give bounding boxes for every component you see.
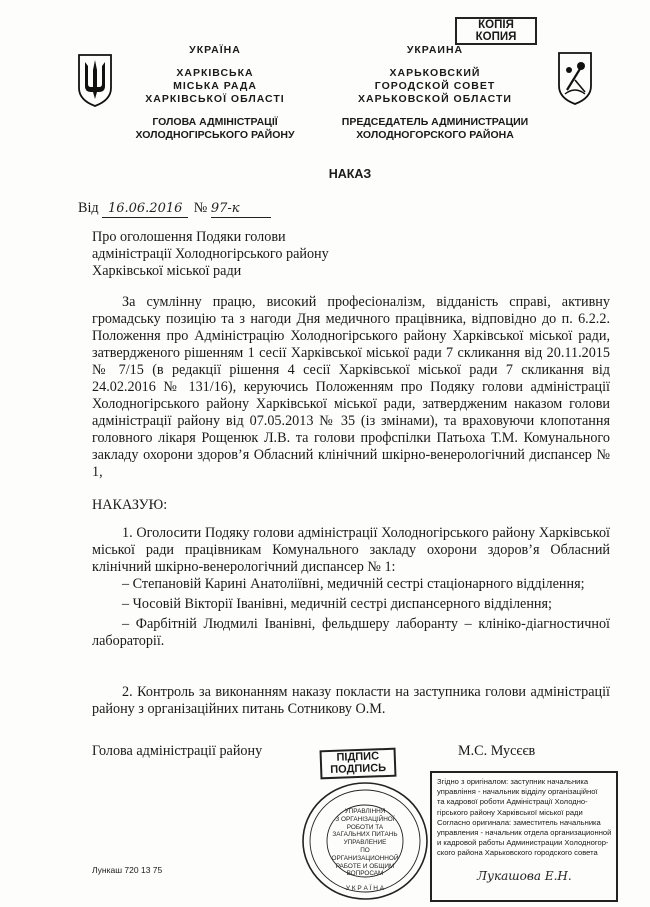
seal-line: УПРАВЛЕНИЕ: [343, 839, 387, 847]
header-ua: [120, 44, 310, 142]
seal-line: РОБОТИ ТА: [346, 823, 384, 831]
subject-line2: адміністрації Холодногірського району: [92, 246, 329, 262]
date-prefix: Від: [78, 200, 99, 216]
trident-emblem-icon: [75, 52, 115, 108]
header-ua-title-line1: ГОЛОВА АДМІНІСТРАЦІЇ: [152, 116, 278, 128]
seal-line: РАБОТЕ И ОБЩИМ: [335, 862, 395, 870]
header-ua-council-line2: МІСЬКА РАДА: [173, 80, 257, 92]
header-ua-country: УКРАЇНА: [189, 44, 241, 56]
seal-line: УПРАВЛІННЯ: [344, 808, 386, 815]
certification-line: Согласно оригинала: заместитель начальника: [437, 817, 601, 827]
signature-stamp-ua: ПІДПИС: [336, 750, 380, 764]
list-item: – Чосовій Вікторії Іванівні, медичній сестрі диспансерного відділення;: [122, 596, 552, 612]
certification-line: и кадровой работы Администрации Холодногор-: [437, 838, 609, 848]
seal-line: ВОПРОСАМ: [346, 870, 384, 878]
signatory-name: М.С. Мусєєв: [458, 743, 536, 759]
seal-line: З ОРГАНІЗАЦІЙНОЇ: [335, 815, 395, 823]
seal-center-text: [330, 808, 400, 878]
certification-line: та кадрової роботи Адміністрації Холодно-: [437, 797, 588, 807]
header-ua-title-line2: ХОЛОДНОГІРСЬКОГО РАЙОНУ: [135, 129, 295, 141]
seal-bottom-text: У К Р А Ї Н А: [345, 885, 385, 892]
number-prefix: №: [193, 200, 208, 216]
seal-line: ПО ОРГАНИЗАЦИОННОЙ: [331, 846, 399, 862]
document-type: НАКАЗ: [328, 167, 372, 181]
header-ua-council-line3: ХАРКІВСЬКОЇ ОБЛАСТІ: [145, 93, 285, 105]
header-ru-country: УКРАИНА: [406, 44, 464, 56]
list-item: – Фарбітній Людмилі Іванівні, фельдшеру лаборанту – клініко-діагностичної лабораторії.: [92, 616, 610, 649]
header-ru-council-line1: ХАРЬКОВСКИЙ: [389, 67, 481, 79]
certification-line: Згідно з оригіналом: заступник начальника: [437, 777, 589, 786]
subject-line1: Про оголошення Подяки голови: [92, 229, 286, 245]
kharkiv-emblem-icon: [555, 50, 595, 106]
header-ru-title-line2: ХОЛОДНОГОРСКОГО РАЙОНА: [356, 129, 514, 141]
signatory-position: Голова адміністрації району: [92, 743, 263, 759]
certification-line: управління - начальник відділу організаційної: [437, 787, 598, 797]
copy-stamp: [455, 17, 537, 45]
order-date: 16.06.2016: [102, 200, 188, 218]
order-date-line: [78, 200, 271, 218]
order-word: НАКАЗУЮ:: [92, 497, 168, 513]
header-ru-council-line3: ХАРЬКОВСКОЙ ОБЛАСТИ: [358, 93, 512, 105]
official-seal: [300, 780, 430, 902]
header-ru: [335, 44, 535, 142]
header-ru-title-line1: ПРЕДСЕДАТЕЛЬ АДМИНИСТРАЦИИ: [341, 116, 529, 128]
header-ua-council-line1: ХАРКІВСЬКА: [176, 67, 254, 79]
order-number: 97-к: [211, 200, 271, 218]
order-item-1: 1. Оголосити Подяку голови адміністрації Холодногірського району Харківської міської ради працівникам Комунального закладу охорони здоров’я Обласний клінічний шкірно-венерологічний диспансер № 1:: [92, 525, 610, 575]
copy-stamp-ru: КОПИЯ: [475, 31, 517, 43]
certification-line: управления - начальник отдела организационной: [437, 828, 612, 838]
order-subject: [92, 229, 329, 280]
copy-stamp-ua: КОПІЯ: [478, 19, 514, 31]
preamble-paragraph: За сумлінну працю, високий професіоналізм, відданість справі, активну громадську позицію та з нагоди Дня медичного працівника, відповідно до п. 6.2.2. Положення про Адміністрацію Холодногірського району Харківської міської ради, затвердженого рішенням 1 сесії Харківської міської ради 7 скликання від 20.11.2015 № 7/15 (в редакції рішення 4 сесії Харківської міської ради 7 скликання від 24.02.2016 № 131/16), керуючись Положенням про Подяку голови адміністрації Холодногірського району Харківської міської ради, затвердженим наказом голови адміністрації району від 07.05.2013 № 35 (із змінами), та враховуючи клопотання головного лікаря Рощенюк Л.В. та голови профспілки Патьоха Т.М. Комунального закладу охорони здоров’я Обласний клінічний шкірно-венерологічний диспансер № 1,: [92, 294, 610, 480]
footer-contact: Лункаш 720 13 75: [92, 865, 163, 875]
signature-stamp-ru: ПОДПИСЬ: [330, 762, 387, 776]
seal-line: ЗАГАЛЬНИХ ПИТАНЬ: [332, 831, 398, 839]
subject-line3: Харківської міської ради: [92, 263, 242, 279]
list-item: – Степановій Карині Анатоліївні, медичній сестрі стаціонарного відділення;: [122, 576, 585, 592]
certification-line: ского района Харьковского городского совета: [437, 848, 598, 858]
header-ru-council-line2: ГОРОДСКОЙ СОВЕТ: [374, 80, 496, 92]
order-item-2: 2. Контроль за виконанням наказу покласти на заступника голови адміністрації району з організаційних питань Сотникову О.М.: [92, 684, 610, 717]
certification-line: гірського району Харківської міської ради: [437, 807, 583, 817]
certification-handwriting: Лукашова Е.Н.: [477, 868, 572, 883]
certification-stamp: [430, 771, 618, 902]
signature-stamp: [320, 748, 397, 780]
recipient-list: [92, 576, 610, 650]
